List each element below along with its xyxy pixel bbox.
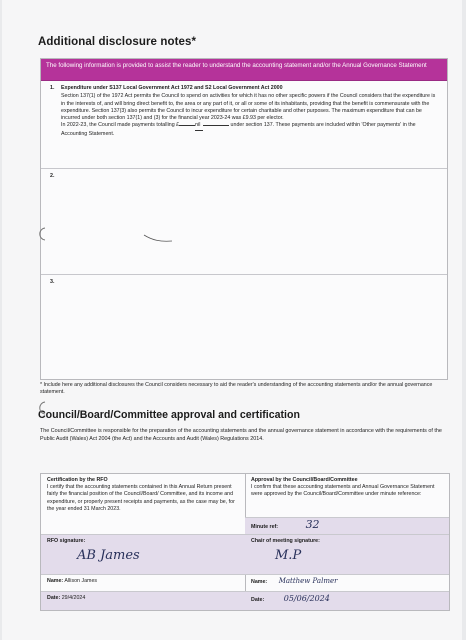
- note-item-3: [41, 275, 447, 379]
- rfo-name-value: Allison James: [64, 578, 98, 584]
- hole-punch-mark-icon: [35, 226, 49, 242]
- note-heading: Expenditure under S137 Local Government Act 1972 and S2 Local Government Act 2000: [61, 85, 283, 91]
- approval-text: I confirm that these accounting statements and Annual Governance Statement were approved by the Council/Board/Committee under minute reference:: [251, 484, 435, 498]
- note-number: 1.: [50, 85, 55, 91]
- note-payment-line: [61, 122, 439, 138]
- chair-name-label: Name:: [251, 579, 268, 585]
- rfo-column: [41, 474, 246, 610]
- minute-ref-value: 32: [305, 518, 320, 531]
- note-item-1: [41, 81, 447, 169]
- chair-signature: M.P: [275, 548, 302, 564]
- pen-stroke-mark-icon: [142, 232, 174, 244]
- note-number: 3.: [50, 279, 55, 285]
- payment-text-before: In 2022-23, the Council made payments totalling £: [61, 122, 180, 129]
- notes-title: Additional disclosure notes*: [38, 36, 197, 48]
- document-page: [2, 0, 462, 640]
- approval-statement-cell: [245, 474, 449, 518]
- rfo-date-value: 29/4/2024: [61, 595, 86, 601]
- chair-name-value: Matthew Palmer: [278, 577, 338, 585]
- approval-heading: Approval by the Council/Board/Committee: [251, 477, 358, 483]
- chair-signature-cell: [245, 535, 449, 575]
- notes-header: The following information is provided to assist the reader to understand the accounting statement and/or the Annual Governance Statement: [41, 59, 447, 81]
- rfo-date-label: Date:: [47, 595, 61, 601]
- note-item-2: [41, 169, 447, 275]
- rfo-date-cell: [41, 592, 245, 610]
- certification-table: [40, 473, 450, 611]
- notes-table: [40, 58, 448, 380]
- chair-date-cell: [245, 592, 449, 610]
- rfo-signature-cell: [41, 535, 245, 575]
- minute-ref-cell: [245, 518, 449, 535]
- chair-date-value: 05/06/2024: [283, 594, 330, 603]
- minute-ref-label: Minute ref:: [251, 524, 279, 530]
- rfo-name-cell: [41, 575, 245, 592]
- rfo-signature-label: RFO signature:: [47, 538, 86, 544]
- rfo-certificate-cell: [41, 474, 245, 535]
- notes-footnote: * Include here any additional disclosures the Council considers necessary to aid the reader's understanding of the accounting statements and/or the annual governance statement.: [40, 382, 433, 396]
- rfo-heading: Certification by the RFO: [47, 477, 108, 483]
- chair-name-cell: [245, 575, 449, 592]
- approval-paragraph: The Council/Committee is responsible for the preparation of the accounting statements and the annual governance statement in accordance with the requirements of the Public Audit (Wales) Act 2004 (the Act) and the Accounts and Audit (Wales) Regulations 2014.: [40, 428, 442, 442]
- rfo-text: I certify that the accounting statements contained in this Annual Return present fairly the financial position of the Council/Board/ Committee, and its income and expenditure, or properly present receipts and payments, as the case may be, for the year ended 31 March 2023.: [47, 484, 235, 512]
- chair-signature-label: Chair of meeting signature:: [251, 538, 320, 544]
- payment-value: nil: [195, 122, 203, 130]
- approval-column: [245, 474, 449, 610]
- rfo-name-label: Name:: [47, 578, 64, 584]
- note-paragraph: Section 137(1) of the 1972 Act permits the Council to spend on activities for which it has no other specific powers if the Council considers that the expenditure is in the interests of, and will bring direct benefit to, the area or any part of it, or all or some of its inhabitants, providing that the benefit is commensurate with the expenditure. Section 137(3) also permits the Council to incur expenditure for certain charitable and other purposes. The maximum expenditure that can be incurred under both section 137(1) and (3) for the financial year 2023-24 was £9.93 per elector.: [61, 93, 436, 122]
- approval-title: Council/Board/Committee approval and certification: [38, 409, 300, 421]
- payment-text-after: under section 137. These payments are included within 'Other payments' in the Accounting Statement.: [61, 122, 416, 137]
- rfo-signature: AB James: [77, 548, 140, 564]
- note-number: 2.: [50, 173, 55, 179]
- hole-punch-mark-icon: [35, 400, 49, 416]
- chair-date-label: Date:: [251, 597, 265, 603]
